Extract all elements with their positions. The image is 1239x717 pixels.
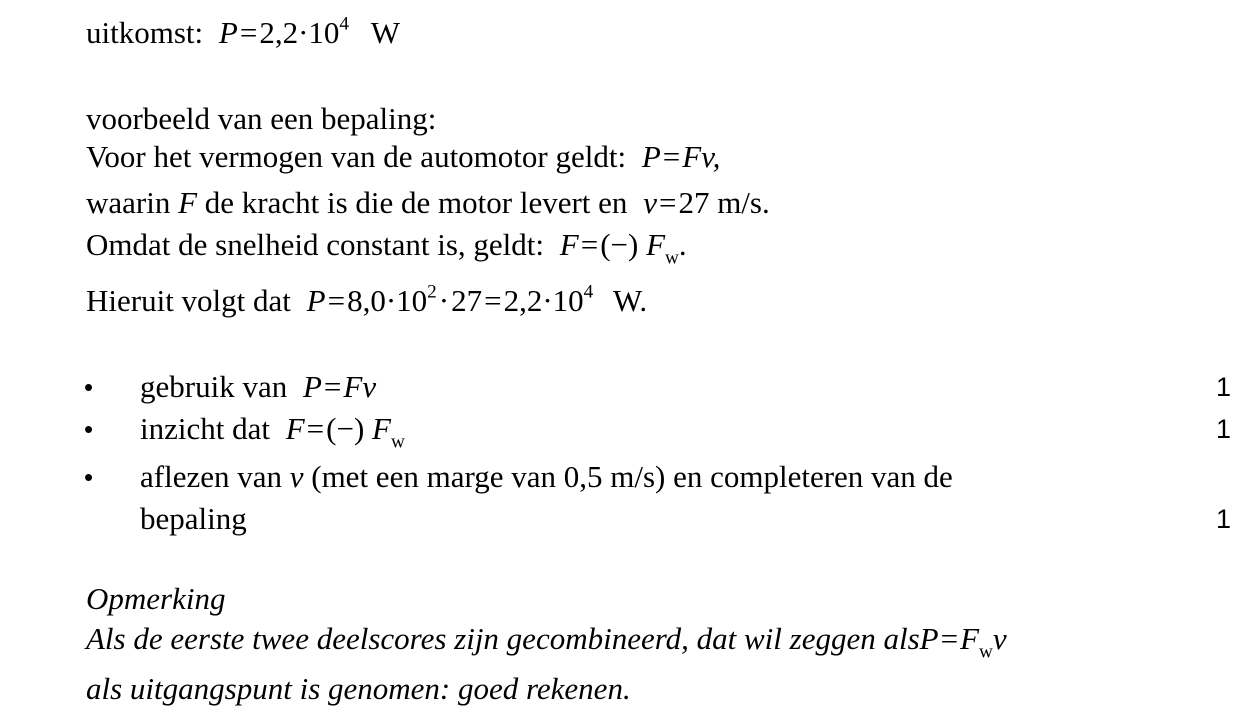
example-line-2: waarin F de kracht is die de motor levert en v=27 m/s. xyxy=(86,185,770,220)
criterion-row-3: • aflezen van v (met een marge van 0,5 m/s) en completeren van de xyxy=(84,459,953,494)
criterion-score: 1 xyxy=(1215,504,1231,534)
criterion-row-1 xyxy=(0,368,1239,406)
bullet-icon: • xyxy=(84,372,94,402)
formula-p-fv: P=Fv xyxy=(302,369,377,404)
outcome-label: uitkomst: xyxy=(86,15,204,50)
criterion-text: gebruik van xyxy=(140,369,288,404)
outcome-line xyxy=(86,14,400,52)
remark-line-1: Als de eerste twee deelscores zijn gecombineerd, dat wil zeggen $alsP=F_wv$ xyxy=(86,621,1007,663)
example-heading: voorbeeld van een bepaling: xyxy=(86,101,437,136)
bullet-icon: • xyxy=(84,414,94,444)
formula-p-fwv: $P=F_wv$ xyxy=(919,621,1007,663)
example-line-3: Omdat de snelheid constant is, geldt: F=(−) $F_w$. xyxy=(86,227,687,269)
remark-heading: Opmerking xyxy=(86,581,226,616)
criterion-row-2 xyxy=(0,410,1239,453)
outcome-formula: $P=2,2\cdot 10^4$ xyxy=(218,13,349,50)
criterion-score: 1 xyxy=(1215,372,1231,402)
outcome-unit: W xyxy=(370,15,401,50)
formula-f-fw: F=(−) $F_w$ xyxy=(285,411,405,453)
formula-f-fw: F=(−) $F_w$. xyxy=(559,227,687,269)
example-line-4: Hieruit volgt dat $P=8,0\cdot 10^2\cdot 27=2,2\cdot 10^4$ W. xyxy=(86,281,648,318)
criterion-text: bepaling xyxy=(140,501,247,536)
formula-power-calculation: $P=8,0\cdot 10^2\cdot 27=2,2\cdot 10^4$ xyxy=(306,281,594,318)
criterion-row-3-continued xyxy=(0,500,1239,538)
criterion-score: 1 xyxy=(1215,414,1231,444)
formula-p-fv: P=Fv, xyxy=(641,139,721,174)
criterion-text: inzicht dat xyxy=(140,411,270,446)
remark-line-2: als uitgangspunt is genomen: goed rekenen. xyxy=(86,671,631,706)
formula-v-value: v=27 m/s. xyxy=(643,185,770,220)
example-line-1: Voor het vermogen van de automotor geldt: P=Fv, xyxy=(86,139,721,174)
bullet-icon: • xyxy=(84,462,94,492)
